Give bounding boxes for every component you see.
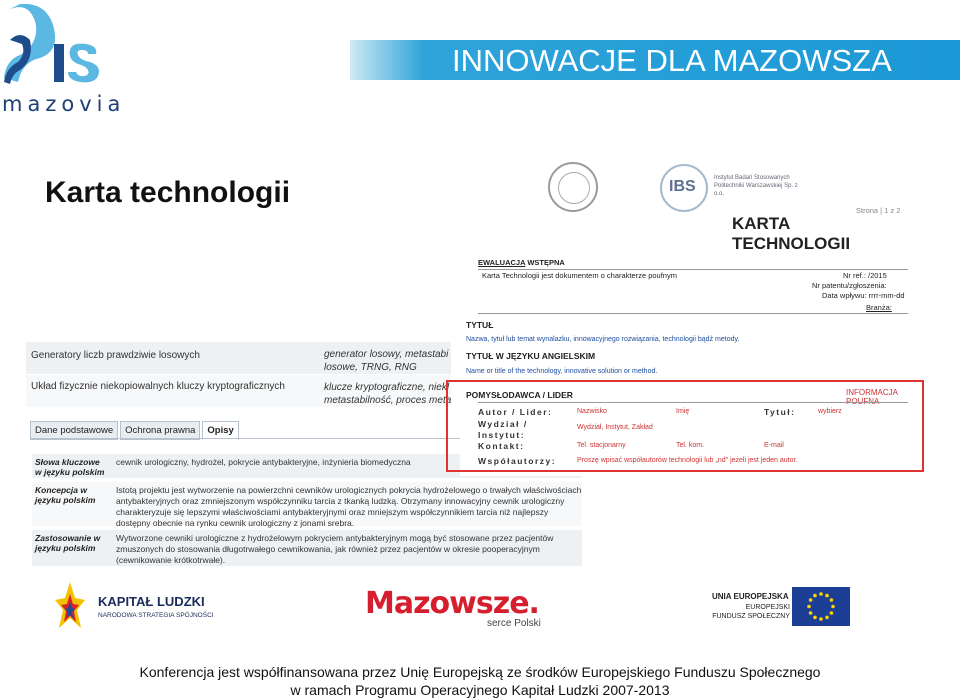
mazowsze-subtitle: serce Polski <box>487 618 541 629</box>
description-text: cewnik urologiczny, hydrożel, pokrycie antybakteryjne, inżynieria biomedyczna <box>116 457 411 467</box>
department-field[interactable]: Wydział, Instytut, Zakład <box>577 424 653 431</box>
mazowsze-logo: Mazowsze. <box>365 586 539 621</box>
date-received: Data wpływu: rrrr-mm-dd <box>822 291 905 300</box>
patent-number: Nr patentu/zgłoszenia: <box>812 281 887 290</box>
table-row[interactable] <box>26 375 451 408</box>
divider <box>478 313 908 314</box>
tab-bar <box>30 420 241 438</box>
row-name: Generatory liczb prawdziwie losowych <box>31 350 200 361</box>
phone-mobile-field[interactable]: Tel. kom. <box>676 442 705 449</box>
document-title <box>732 214 850 254</box>
description-label: Słowa kluczowe w języku polskim <box>35 457 105 477</box>
author-section-label: POMYSŁODAWCA / LIDER <box>466 390 573 400</box>
title-hint: Nazwa, tytuł lub temat wynalazku, innowacyjnego rozwiązania, technologii bądź metody. <box>466 336 740 343</box>
kapital-ludzki-title: KAPITAŁ LUDZKI <box>98 594 205 609</box>
logo-subtitle: mazovia <box>2 92 126 116</box>
description-label: Zastosowanie w języku polskim <box>35 533 101 553</box>
row-keywords: generator losowy, metastabi losowe, TRNG, RNG <box>324 349 449 373</box>
footer-logos <box>0 570 960 650</box>
ibs-name: Instytut Badań Stosowanych Politechniki Warszawskiej Sp. z o.o. <box>714 175 798 197</box>
university-seal-icon <box>548 162 598 212</box>
divider <box>478 269 908 270</box>
confidential-label: INFORMACJA POUFNA <box>846 388 898 406</box>
confidentiality-note: Karta Technologii jest dokumentem o charakterze poufnym <box>482 271 677 280</box>
eu-flag-icon <box>792 587 850 626</box>
first-name-field[interactable]: Imię <box>676 408 690 415</box>
row-name: Układ fizycznie niekopiowalnych kluczy kryptograficznych <box>31 381 285 392</box>
coauthors-label: Współautorzy: <box>478 456 557 466</box>
branch: Branża: <box>866 303 892 312</box>
tab-basic-data[interactable]: Dane podstawowe <box>30 421 118 440</box>
eu-subtitle: EUROPEJSKI FUNDUSZ SPOŁECZNY <box>712 604 790 620</box>
divider <box>478 402 908 403</box>
footer-line-1: Konferencja jest współfinansowana przez Unię Europejską ze środków Europejskiego Funduszu Społecznego <box>139 664 821 680</box>
eu-stars-icon <box>792 587 850 626</box>
contact-label: Kontakt: <box>478 441 525 451</box>
header-banner <box>350 40 960 80</box>
slide-title: Karta technologii <box>45 176 291 209</box>
department-label: Wydział / Instytut: <box>478 419 528 440</box>
evaluation-label-a: EWALUACJA <box>478 258 526 267</box>
surname-field[interactable]: Nazwisko <box>577 408 607 415</box>
document-title-line1: KARTA <box>732 214 791 233</box>
description-text: Wytworzone cewniki urologiczne z hydrożelowym pokryciem antybakteryjnym mogą być stosowane przez pacjentów zmuszonych do stosowania długotrwałego cewnikowania, jak również przez pacjentów w okresie pooperacyjnym (cewnikowanie krótkotrwałe). <box>116 533 554 565</box>
author-label: Autor / Lider: <box>478 407 553 417</box>
coauthors-field[interactable]: Proszę wpisać współautorów technologii lub „nd" jeżeli jest jeden autor. <box>577 457 798 464</box>
document-title-line2: TECHNOLOGII <box>732 234 851 253</box>
degree-label: Tytuł: <box>764 407 796 417</box>
table-row[interactable] <box>26 342 451 375</box>
evaluation-label <box>478 258 565 267</box>
description-row <box>32 482 582 526</box>
title-en-section-label: TYTUŁ W JĘZYKU ANGIELSKIM <box>466 351 596 361</box>
kapital-ludzki-subtitle: NARODOWA STRATEGIA SPÓJNOŚCI <box>98 612 214 619</box>
description-label: Koncepcja w języku polskim <box>35 485 96 505</box>
description-text: Istotą projektu jest wytworzenie na powierzchni cewników urologicznych pokrycia hydrożelowego o trwałych właściwościach antybakteryjnych oraz zmniejszonym współczynniku tarcia z tkanką ludzką. Otrzymany innowacyjny cewnik urologiczny charakteryzuje się lepszymi właściwościami antybakteryjnymi oraz mniejszym współczynnikiem tarcia niż najlepszy dostępny obecnie na rynku cewnik urologiczny z jonami srebra. <box>116 485 582 528</box>
phone-fixed-field[interactable]: Tel. stacjonarny <box>577 442 626 449</box>
ris-logo-icon <box>0 0 130 95</box>
tab-legal-protection[interactable]: Ochrona prawna <box>120 421 200 440</box>
tab-descriptions[interactable]: Opisy <box>202 421 238 440</box>
description-row <box>32 530 582 566</box>
title-section-label: TYTUŁ <box>466 320 494 330</box>
ref-number: Nr ref.: /2015 <box>843 271 887 280</box>
ris-mazovia-logo <box>0 0 130 120</box>
kapital-ludzki-star-icon <box>55 580 85 630</box>
banner-title: INNOWACJE DLA MAZOWSZA <box>452 43 892 78</box>
row-keywords: klucze kryptograficzne, niekl metastabilność, proces meta <box>324 382 452 406</box>
title-en-hint: Name or title of the technology, innovative solution or method. <box>466 368 658 375</box>
eu-title: UNIA EUROPEJSKA <box>712 592 789 601</box>
degree-select[interactable]: wybierz <box>818 408 842 415</box>
page-number: Strona | 1 z 2 <box>856 206 901 215</box>
evaluation-label-b: WSTĘPNA <box>525 258 565 267</box>
email-field[interactable]: E-mail <box>764 442 784 449</box>
technology-card-document <box>460 160 930 476</box>
footer-line-2: w ramach Programu Operacyjnego Kapitał Ludzki 2007-2013 <box>290 682 670 698</box>
ibs-logo-text: IBS <box>669 178 696 195</box>
